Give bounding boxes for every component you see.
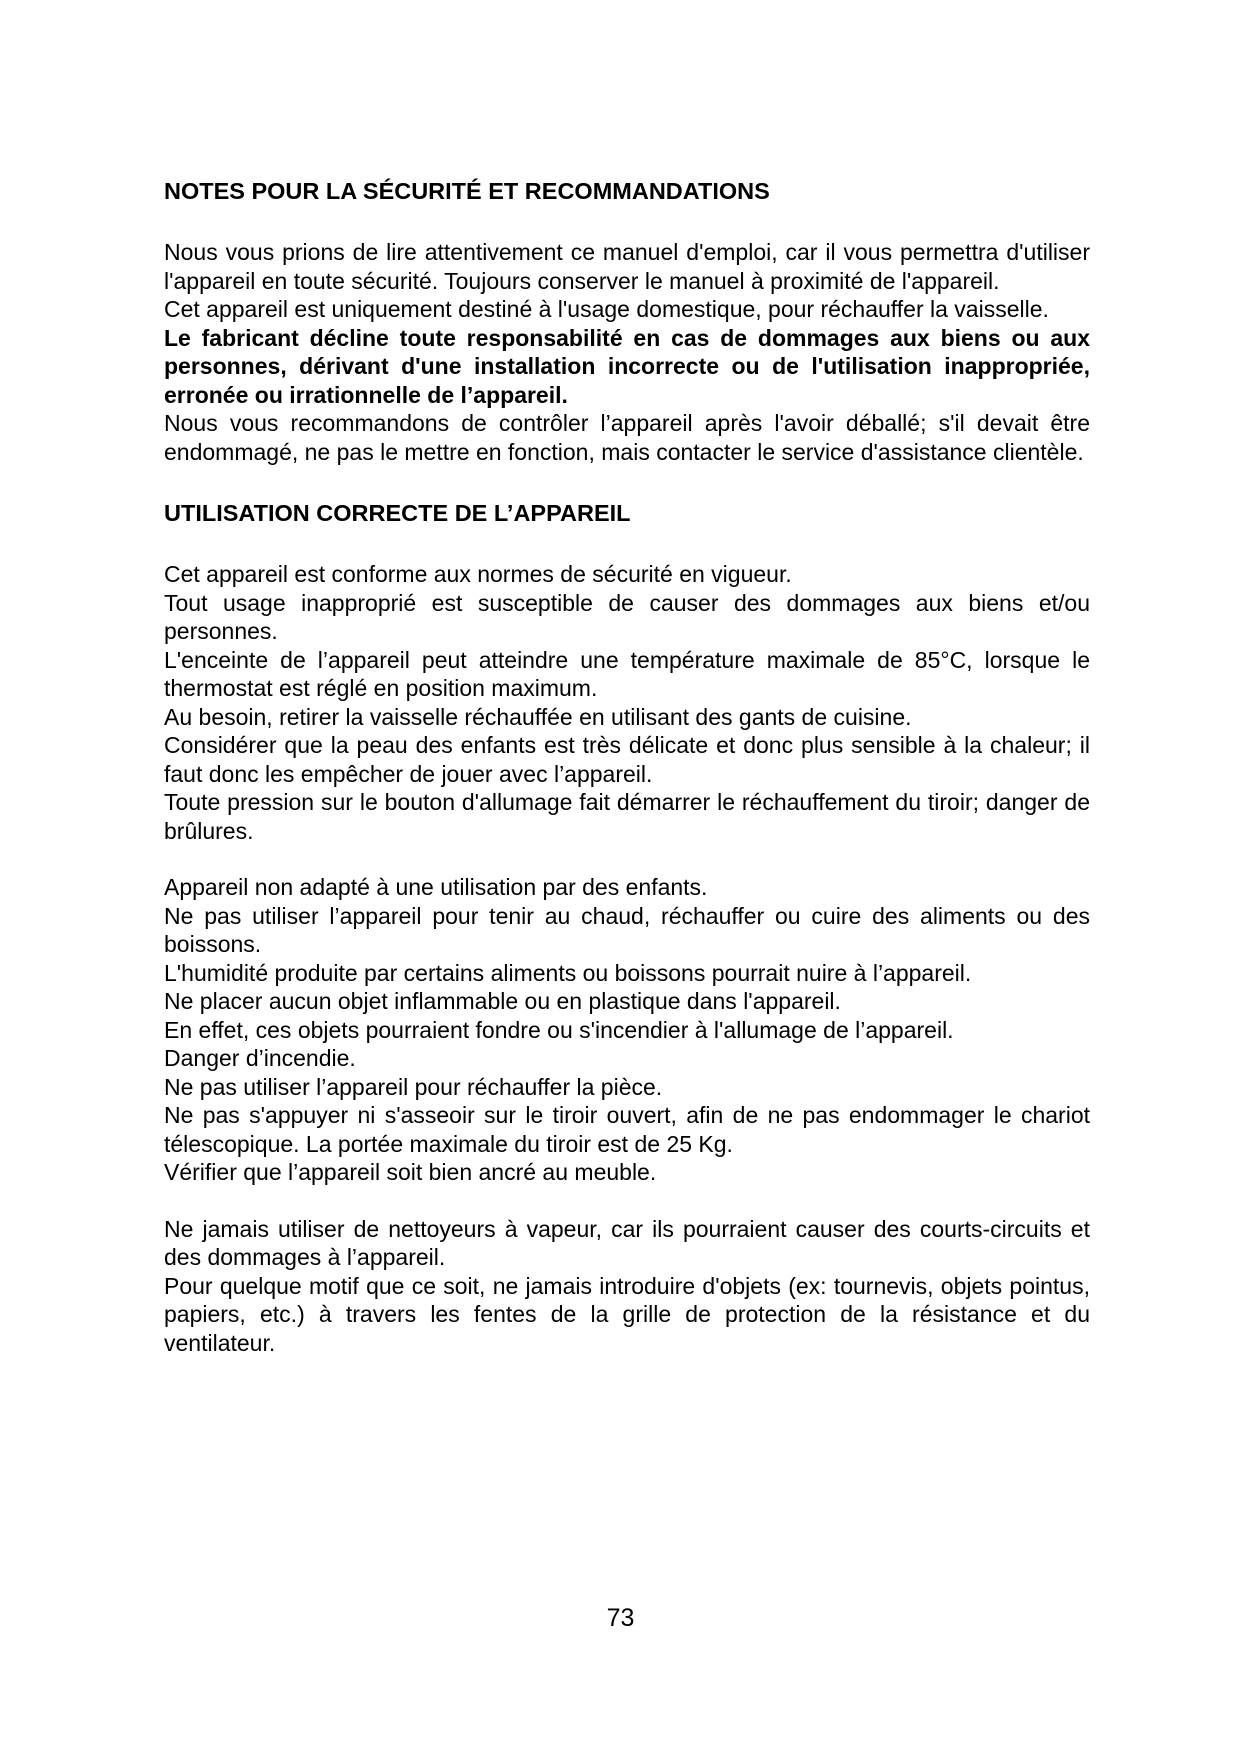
- section-heading-correct-use: UTILISATION CORRECTE DE L’APPAREIL: [164, 500, 631, 526]
- paragraph: Considérer que la peau des enfants est très délicate et donc plus sensible à la chaleur; il faut donc les empêcher de jouer avec l’appareil.: [164, 732, 1090, 787]
- paragraph: Toute pression sur le bouton d'allumage fait démarrer le réchauffement du tiroir; danger de brûlures.: [164, 789, 1090, 844]
- paragraph: Ne jamais utiliser de nettoyeurs à vapeur, car ils pourraient causer des courts-circuits et des dommages à l’appareil.: [164, 1215, 1090, 1270]
- paragraph: Ne pas s'appuyer ni s'asseoir sur le tiroir ouvert, afin de ne pas endommager le chariot télescopique. La portée maximale du tiroir est de 25 Kg.: [164, 1102, 1090, 1157]
- paragraph: Cet appareil est uniquement destiné à l'usage domestique, pour réchauffer la vaisselle.: [164, 296, 1049, 322]
- paragraph: Nous vous prions de lire attentivement ce manuel d'emploi, car il vous permettra d'utiliser l'appareil en toute sécurité. Toujours conserver le manuel à proximité de l'appareil.: [164, 239, 1090, 294]
- paragraph: Danger d’incendie.: [164, 1045, 356, 1071]
- paragraph: Nous vous recommandons de contrôler l’appareil après l'avoir déballé; s'il devait être endommagé, ne pas le mettre en fonction, mais contacter le service d'assistance clientèle.: [164, 410, 1090, 465]
- liability-disclaimer: Le fabricant décline toute responsabilité en cas de dommages aux biens ou aux personnes, dérivant d'une installation incorrecte ou de l'utilisation inappropriée, erronée ou irrationnelle de l’appareil.: [164, 324, 1090, 408]
- section-heading-safety: NOTES POUR LA SÉCURITÉ ET RECOMMANDATIONS: [164, 178, 770, 204]
- paragraph: Tout usage inapproprié est susceptible de causer des dommages aux biens et/ou personnes.: [164, 589, 1090, 644]
- paragraph: Ne pas utiliser l’appareil pour réchauffer la pièce.: [164, 1073, 663, 1100]
- paragraph: Vérifier que l’appareil soit bien ancré au meuble.: [164, 1159, 657, 1185]
- paragraph: Ne placer aucun objet inflammable ou en plastique dans l'appareil.: [164, 988, 841, 1014]
- paragraph: Cet appareil est conforme aux normes de sécurité en vigueur.: [164, 561, 792, 587]
- paragraph: Au besoin, retirer la vaisselle réchauffée en utilisant des gants de cuisine.: [164, 703, 912, 730]
- paragraph: En effet, ces objets pourraient fondre ou s'incendier à l'allumage de l’appareil.: [164, 1016, 954, 1043]
- paragraph: Appareil non adapté à une utilisation par des enfants.: [164, 874, 708, 900]
- paragraph: L'humidité produite par certains aliments ou boissons pourrait nuire à l’appareil.: [164, 959, 972, 986]
- paragraph: L'enceinte de l’appareil peut atteindre une température maximale de 85°C, lorsque le thermostat est réglé en position maximum.: [164, 646, 1090, 701]
- page-number: 73: [606, 1604, 635, 1632]
- paragraph: Ne pas utiliser l’appareil pour tenir au chaud, réchauffer ou cuire des aliments ou des boissons.: [164, 902, 1090, 957]
- paragraph: Pour quelque motif que ce soit, ne jamais introduire d'objets (ex: tournevis, objets pointus, papiers, etc.) à travers les fentes de la grille de protection de la résistance et du ventilateur.: [164, 1272, 1090, 1356]
- page-content: [164, 176, 1090, 1357]
